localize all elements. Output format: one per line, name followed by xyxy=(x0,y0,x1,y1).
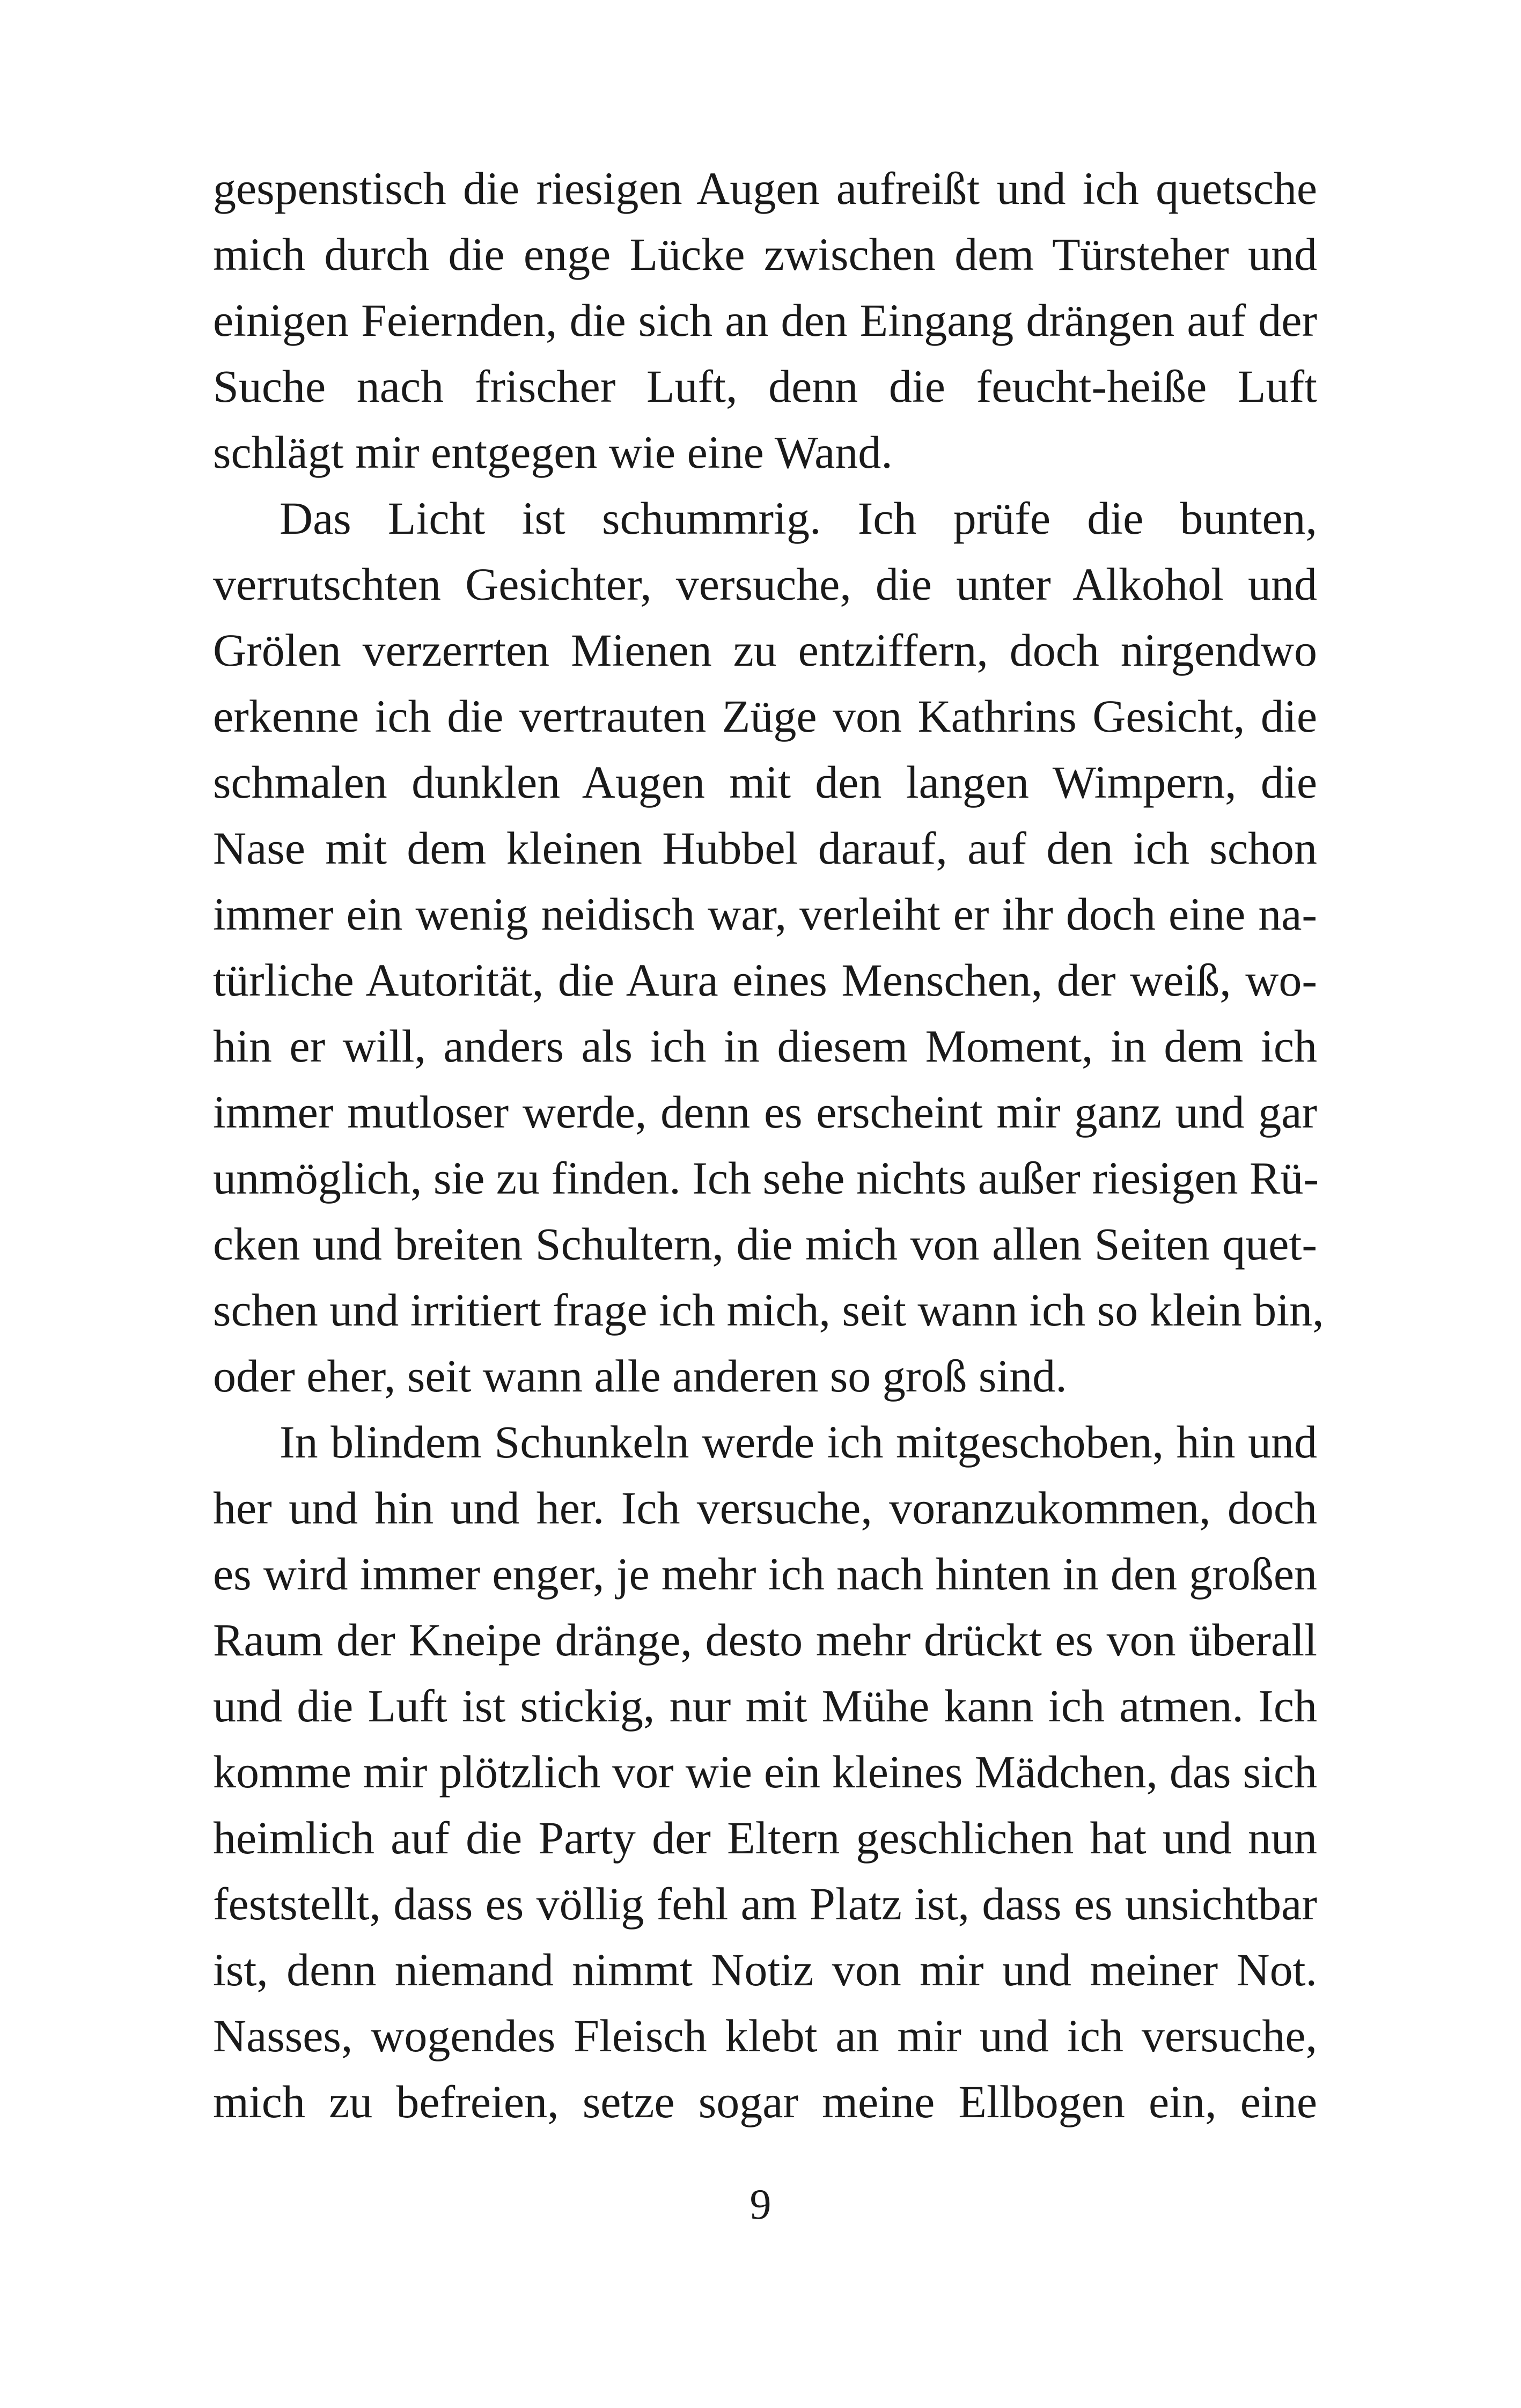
text-line: verrutschten Gesichter, versuche, die unter Alkohol und xyxy=(213,558,1317,610)
text-line: mich zu befreien, setze sogar meine Ellbogen ein, eine xyxy=(213,2076,1317,2127)
text-line: immer ein wenig neidisch war, verleiht er ihr doch eine na- xyxy=(213,888,1317,940)
text-line: her und hin und her. Ich versuche, voranzukommen, doch xyxy=(213,1482,1317,1534)
text-line: komme mir plötzlich vor wie ein kleines Mädchen, das sich xyxy=(213,1746,1317,1798)
text-line: feststellt, dass es völlig fehl am Platz ist, dass es unsichtbar xyxy=(213,1878,1317,1930)
text-line: schlägt mir entgegen wie eine Wand. xyxy=(213,426,893,478)
paragraph xyxy=(213,1409,1317,2135)
text-line: Raum der Kneipe dränge, desto mehr drückt es von überall xyxy=(213,1614,1317,1666)
paragraph xyxy=(213,485,1324,1409)
text-line: ist, denn niemand nimmt Notiz von mir und meiner Not. xyxy=(213,1944,1317,1995)
text-line: oder eher, seit wann alle anderen so groß sind. xyxy=(213,1350,1067,1402)
text-line: es wird immer enger, je mehr ich nach hinten in den großen xyxy=(213,1548,1317,1600)
text-line: mich durch die enge Lücke zwischen dem Türsteher und xyxy=(213,229,1317,280)
text-line: cken und breiten Schultern, die mich von allen Seiten quet- xyxy=(213,1218,1317,1270)
paragraph xyxy=(213,156,1317,485)
text-line: schen und irritiert frage ich mich, seit wann ich so klein bin, xyxy=(213,1284,1324,1336)
text-line: Nasses, wogendes Fleisch klebt an mir und ich versuche, xyxy=(213,2010,1317,2061)
text-line: immer mutloser werde, denn es erscheint mir ganz und gar xyxy=(213,1086,1317,1138)
text-line: einigen Feiernden, die sich an den Eingang drängen auf der xyxy=(213,294,1317,346)
text-line: und die Luft ist stickig, nur mit Mühe kann ich atmen. Ich xyxy=(213,1680,1317,1732)
text-line: unmöglich, sie zu finden. Ich sehe nichts außer riesigen Rü- xyxy=(213,1152,1319,1204)
text-line: türliche Autorität, die Aura eines Menschen, der weiß, wo- xyxy=(213,954,1317,1006)
text-line: Nase mit dem kleinen Hubbel darauf, auf den ich schon xyxy=(213,822,1317,874)
page-number: 9 xyxy=(750,2181,771,2228)
text-line: erkenne ich die vertrauten Züge von Kathrins Gesicht, die xyxy=(213,690,1317,742)
text-line: Suche nach frischer Luft, denn die feucht-heiße Luft xyxy=(213,360,1317,412)
text-line: schmalen dunklen Augen mit den langen Wimpern, die xyxy=(213,756,1317,808)
text-line: hin er will, anders als ich in diesem Moment, in dem ich xyxy=(213,1020,1317,1072)
text-line: Grölen verzerrten Mienen zu entziffern, doch nirgendwo xyxy=(213,624,1317,676)
text-line: In blindem Schunkeln werde ich mitgeschoben, hin und xyxy=(280,1416,1317,1468)
text-line: Das Licht ist schummrig. Ich prüfe die bunten, xyxy=(280,492,1317,544)
body-text xyxy=(213,156,1324,2135)
text-line: heimlich auf die Party der Eltern geschlichen hat und nun xyxy=(213,1812,1317,1864)
text-line: gespenstisch die riesigen Augen aufreißt und ich quetsche xyxy=(213,163,1317,214)
